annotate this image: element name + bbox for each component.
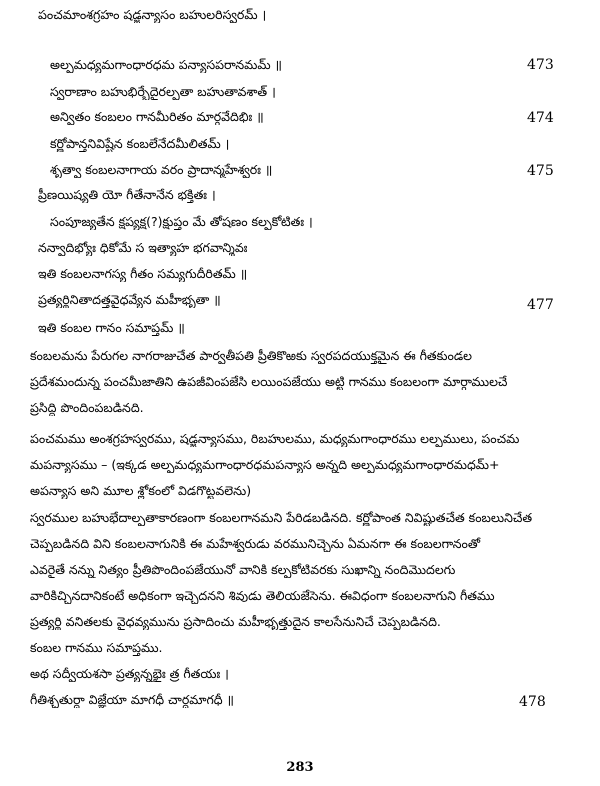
- page-number: 283: [286, 760, 314, 775]
- commentary-line: వారికిచ్చినదానికంటే అధికంగా ఇచ్చెదనని శివుడు తెలియజేసెను. ఈవిధంగా కంబలనాగుని గీతము: [30, 588, 495, 603]
- verse-number: 475: [527, 163, 554, 179]
- commentary-line: ప్రసిద్ధి పొందింపబడినది.: [30, 400, 144, 415]
- commentary-line: కంబలమను పేరుగల నాగరాజుచేత పార్వతీపతి ప్రీతికొఱకు స్వరపదయుక్తమైన ఈ గీతకుండల: [30, 348, 472, 363]
- commentary-line: చెప్పబడినది విని కంబలనాగునికి ఈ మహేశ్వరుడు వరమునిచ్చెను ఏమనగా ఈ కంబలగానంతో: [30, 536, 481, 551]
- verse-number: 477: [527, 297, 554, 313]
- commentary-line: మపన్యాసము – (ఇక్కడ అల్పమధ్యమగాంధారధమపన్యాస అన్నది అల్పమధ్యమగాంధారమధమ్+: [30, 457, 500, 472]
- verse-line: గీతిశ్చతుర్ధా విజ్ఞేయా మాగధీ చార్ధమాగధీ ॥: [30, 692, 235, 707]
- verse-line: స్వరాణాం బహుభిర్భేదైరల్పతా బహుతావశాత్ ।: [50, 84, 276, 99]
- commentary-line: ప్రదేశమందున్న పంచమీజాతిని ఉపజీవింపజేసి లయింపజేయు అట్టి గానము కంబలంగా మార్గాములచే: [30, 374, 508, 389]
- verse-number: 474: [527, 110, 554, 126]
- commentary-line: ప్రత్యర్థి వనితలకు వైధవ్యమును ప్రసాదించు మహీభృత్తుదైన కాలసేనునిచే చెప్పబడినది.: [30, 614, 441, 629]
- verse-line: కర్ణోపాన్తనివిష్టేన కంబలేనేదమీలితమ్ ।: [50, 136, 230, 151]
- verse-line: ప్రత్యర్థినితాదత్తవైధవ్యేన మహీభృతా ॥: [38, 292, 221, 307]
- commentary-line: అపన్యాస అని మూల శ్లోకంలో విడగొట్టవలెను): [30, 483, 252, 498]
- verse-line: అల్పమధ్యమగాంధారధమ పన్యాసపరానమమ్ ॥: [50, 57, 283, 72]
- verse-line: అన్వితం కంబలం గానమీరితం మార్గవేదిభిః ॥: [50, 109, 264, 124]
- verse-number: 478: [519, 694, 546, 710]
- commentary-line: స్వరముల బహుభేదాల్పతాకారణంగా కంబలగానమని పేరిడబడినది. కర్ణోపాంత నివిష్టుతచేత కంబలునిచేత: [30, 510, 533, 525]
- verse-line: ఇతి కంబలనాగస్య గీతం సమ్యగుదీరితమ్ ॥: [38, 266, 248, 281]
- verse-line: శృత్వా కంబలనాగాయ వరం ప్రాదాన్మహేశ్వరః ॥: [50, 162, 273, 177]
- verse-line: అథ సద్వీయశసా ప్రత్యన్నభైః త్ర గీతయః ।: [30, 666, 229, 681]
- verse-line: సంపూజ్యతేన క్షప్యక్ష(?)క్షుప్తం మే తోషణం కల్పకోటితః ।: [50, 214, 313, 229]
- verse-number: 473: [527, 57, 554, 73]
- commentary-line: ఎవరైతే నన్ను నిత్యం ప్రీతిపొందింపజేయునో వానికి కల్పకోటివరకు సుఖాన్ని నందిమొదలగు: [30, 562, 456, 577]
- verse-line: ఇతి కంబల గానం సమాప్తమ్ ॥: [38, 320, 185, 335]
- verse-line: పంచమాంశగ్రహం షడ్జన్యాసం బహులరిస్వరమ్ ।: [38, 7, 267, 22]
- verse-line: ప్రీణయిష్యతి యో గీతేనానేన భక్తితః ।: [38, 187, 216, 202]
- commentary-line: కంబల గానము సమాప్తము.: [30, 640, 163, 655]
- verse-line: నన్వాదిభ్యోః ధికోమే స ఇత్యాహ భగవాన్శివః: [38, 240, 248, 255]
- commentary-line: పంచమము అంశగ్రహస్వరము, షడ్జన్యాసము, రిబహులము, మధ్యమగాంధారము లల్పములు, పంచమ: [30, 431, 520, 446]
